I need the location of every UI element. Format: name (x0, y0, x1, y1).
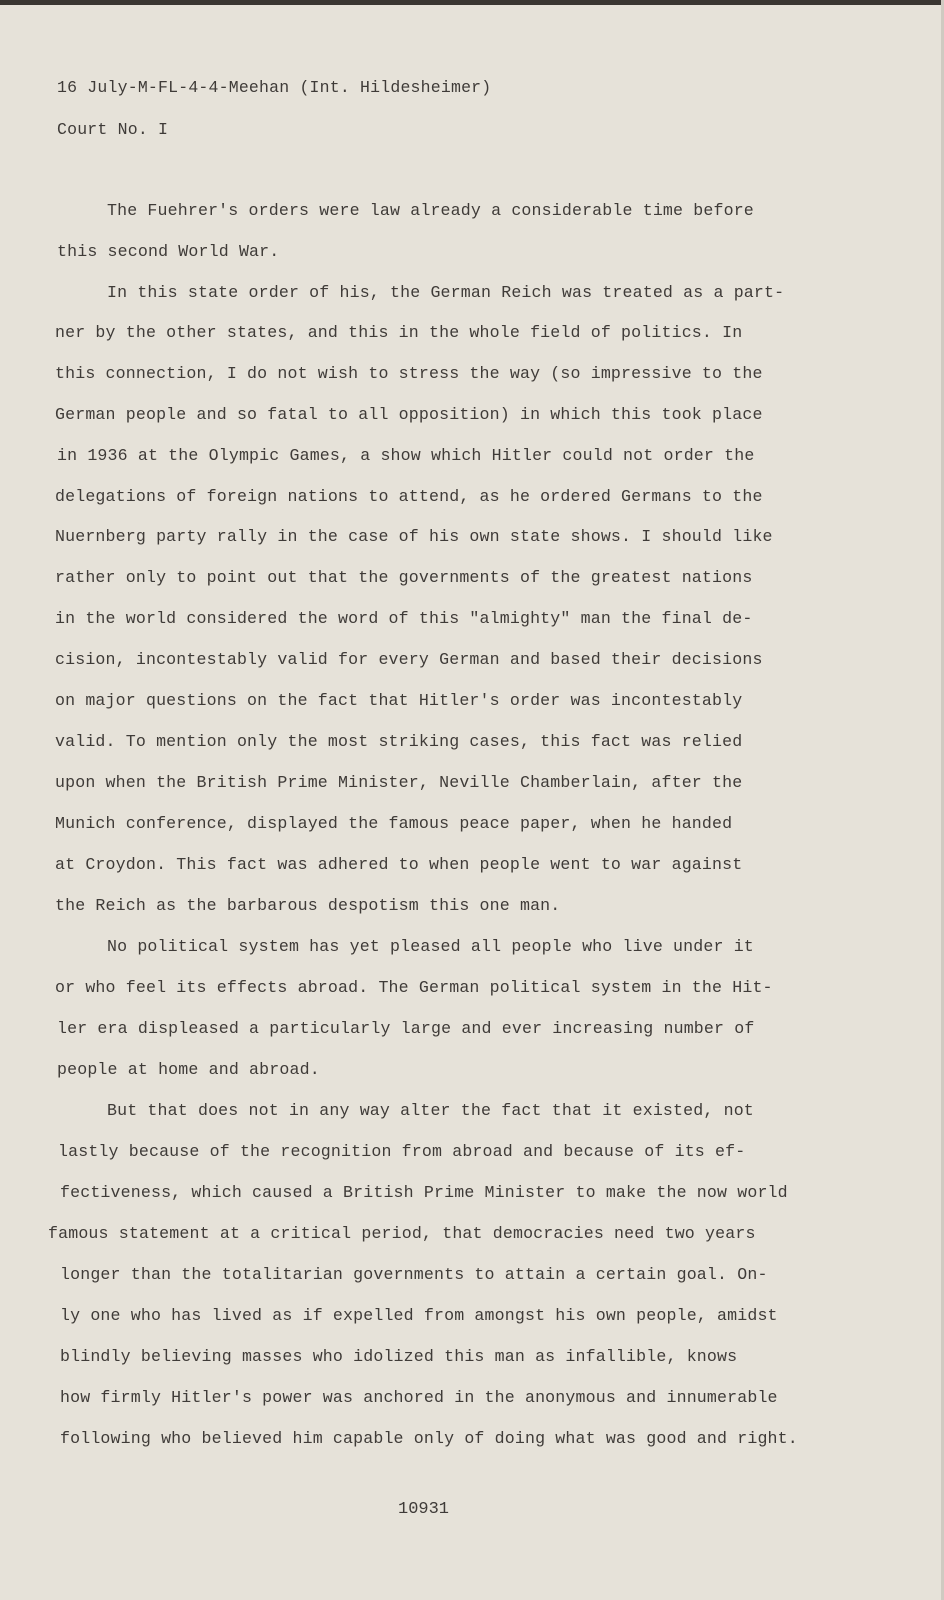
body-line: or who feel its effects abroad. The German political system in the Hit- (55, 978, 773, 997)
body-line: this connection, I do not wish to stress the way (so impressive to the (55, 364, 763, 383)
body-line: ner by the other states, and this in the whole field of politics. In (55, 323, 743, 342)
body-line: rather only to point out that the governments of the greatest nations (55, 568, 753, 587)
body-line: ler era displeased a particularly large and ever increasing number of (57, 1019, 755, 1038)
body-line: Munich conference, displayed the famous peace paper, when he handed (55, 814, 733, 833)
body-line: famous statement at a critical period, that democracies need two years (48, 1224, 756, 1243)
body-line: how firmly Hitler's power was anchored in the anonymous and innumerable (60, 1388, 778, 1407)
scan-top-edge (0, 0, 944, 5)
page-number: 10931 (398, 1500, 450, 1519)
body-line: cision, incontestably valid for every German and based their decisions (55, 650, 763, 669)
body-line: blindly believing masses who idolized this man as infallible, knows (60, 1347, 738, 1366)
body-line: longer than the totalitarian governments to attain a certain goal. On- (60, 1265, 768, 1284)
body-line: The Fuehrer's orders were law already a considerable time before (107, 201, 754, 220)
body-line: the Reich as the barbarous despotism this one man. (55, 896, 561, 915)
body-line: lastly because of the recognition from abroad and because of its ef- (58, 1142, 746, 1161)
body-line: ly one who has lived as if expelled from amongst his own people, amidst (60, 1306, 778, 1325)
body-line: In this state order of his, the German Reich was treated as a part- (107, 283, 785, 302)
body-line: German people and so fatal to all opposition) in which this took place (55, 405, 763, 424)
body-line: delegations of foreign nations to attend, as he ordered Germans to the (55, 487, 763, 506)
body-line: in the world considered the word of this "almighty" man the final de- (55, 609, 753, 628)
body-line: But that does not in any way alter the fact that it existed, not (107, 1101, 754, 1120)
body-line: this second World War. (57, 242, 280, 261)
body-line: at Croydon. This fact was adhered to when people went to war against (55, 855, 743, 874)
body-line: No political system has yet pleased all people who live under it (107, 937, 754, 956)
body-line: upon when the British Prime Minister, Neville Chamberlain, after the (55, 773, 743, 792)
body-line: following who believed him capable only of doing what was good and right. (60, 1429, 798, 1448)
body-line: on major questions on the fact that Hitler's order was incontestably (55, 691, 743, 710)
body-line: in 1936 at the Olympic Games, a show which Hitler could not order the (57, 446, 755, 465)
court-label: Court No. I (57, 120, 169, 139)
body-line: fectiveness, which caused a British Prime Minister to make the now world (60, 1183, 788, 1202)
body-line: valid. To mention only the most striking cases, this fact was relied (55, 732, 743, 751)
body-line: people at home and abroad. (57, 1060, 320, 1079)
document-reference: 16 July-M-FL-4-4-Meehan (Int. Hildesheimer) (57, 78, 492, 97)
body-line: Nuernberg party rally in the case of his own state shows. I should like (55, 527, 773, 546)
